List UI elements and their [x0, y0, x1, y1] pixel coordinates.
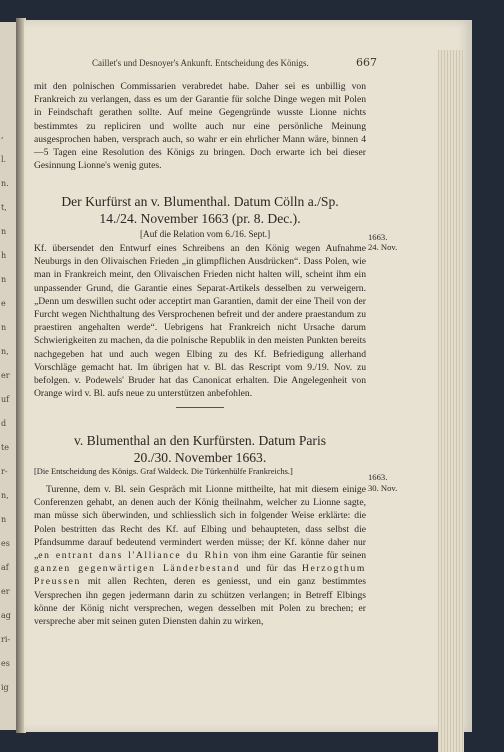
- left-page-fragment: ig: [1, 683, 9, 692]
- left-page-fragment: n.: [1, 179, 9, 188]
- section2-spaced-phrase-1: en entrant dans l'Alliance du Rhin: [38, 550, 230, 562]
- left-page-fragment: n: [1, 515, 7, 524]
- left-page-fragment: n,: [1, 347, 9, 356]
- left-page-fragment: te: [1, 443, 9, 452]
- left-page-fragment: n,: [1, 491, 9, 500]
- left-page-fragment: r-: [1, 467, 8, 476]
- page-edges: [438, 50, 464, 752]
- section1-body: Kf. übersendet den Entwurf eines Schreibens an den König wegen Aufnahme Neuburgs in den Olivaischen Frieden „in glimpflichen Ausdrücken“. Dass Polen, wie man in Frankreich meint, den Olivaischen Frieden nicht halten will, scheint ihm ein unpassender Grund, die Garantie eines Separat-Artikels desselben zu verweigern. „Denn um deswillen sucht oder acceptirt man Garantien, damit der eine Theil von der Furcht wegen Nichthaltung des Versprochenen befreit und der andere praestandum zu praestiren angehalten werde“. Uebrigens hat Frankreich nicht Ursache darum Schwierigkeiten zu machen, da die polnische Republik in den meisten Punkten bereits nachgegeben hat und auch wegen Elbing zu des Kf. Befriedigung allerhand Vorschläge gemacht hat. Im übrigen hat v. Bl. das Rescript vom 9./19. Nov. zu befolgen. v. Podewels' Bruder hat das Canonicat erhalten. Die Angelegenheit von Orange wird v. Bl. aufs neue zu unterstützen anbefohlen.: [34, 243, 366, 400]
- left-page-fragment: er: [1, 371, 10, 380]
- left-page-fragment: er: [1, 587, 10, 596]
- section2-spaced-phrase-3: Herzogthum Preussen: [34, 563, 366, 588]
- section1-note: [Auf die Relation vom 6./16. Sept.]: [140, 229, 271, 239]
- section1-margin-date: 24. Nov.: [368, 242, 398, 252]
- left-page-fragment: uf: [1, 395, 10, 404]
- left-page-fragment: ,: [1, 131, 4, 140]
- running-head: Caillet's und Desnoyer's Ankunft. Entscheidung des Königs.: [92, 58, 309, 68]
- section2-spaced-phrase-2: ganzen gegenwärtigen Länderbestand: [34, 563, 241, 575]
- section2-body-text-4: mit allen Rechten, deren es geniesst, und ein ganz bestimmtes Versprechen ihn gegen jedermann darin zu schützen verlangen; in Betreff Elbings könne der König nicht versprechen, wegen desselben mit Polen zu brechen; er verspreche aber mit seinen guten Diensten dahin zu wirken,: [34, 576, 366, 628]
- left-page-fragment: es: [1, 539, 10, 548]
- left-page-fragment: l.: [1, 155, 7, 164]
- left-page-fragment: ag: [1, 611, 11, 620]
- left-page-fragment: es: [1, 659, 10, 668]
- section1-title-line1: Der Kurfürst an v. Blumenthal. Datum Cölln a./Sp.: [61, 194, 339, 209]
- left-page-fragment: n: [1, 227, 7, 236]
- section1-margin-year: 1663.: [368, 232, 388, 242]
- section2-body-text-3: und für das: [240, 563, 303, 575]
- section2-margin-year: 1663.: [368, 472, 388, 482]
- section2-margin-date: 30. Nov.: [368, 483, 398, 493]
- left-page-fragment: t,: [1, 203, 7, 212]
- left-page-fragment: af: [1, 563, 9, 572]
- left-page-fragment: e: [1, 299, 6, 308]
- section2-note: [Die Entscheidung des Königs. Graf Waldeck. Die Türkenhülfe Frankreichs.]: [34, 467, 293, 476]
- section2-body-text-2: von ihm eine Garantie für seinen: [229, 550, 367, 562]
- section2-body: [34, 483, 366, 628]
- continued-paragraph: mit den polnischen Commissarien verabredet habe. Daher sei es unbillig von Frankreich zu verlangen, dass es um der Garantie für solche Dinge wegen mit Polen in Feindschaft gerathen sollte. Auf meine Gegengründe wusste Lionne nichts bestimmtes zu repliciren und wollte auch nur eine persönliche Meinung ausgesprochen haben, versprach auch, so wahr er ein ehrlicher Mann wäre, binnen 4—5 Tagen eine Resolution des Königs zu bringen. Doch erwarte ich bei dieser Gesinnung Lionne's wenig gutes.: [34, 81, 366, 172]
- left-page-fragment: n: [1, 275, 7, 284]
- section2-title-line1: v. Blumenthal an den Kurfürsten. Datum Paris: [73, 433, 327, 448]
- section-divider: [176, 407, 224, 408]
- left-page-fragment: ri-: [1, 635, 11, 644]
- left-page-fragment: n: [1, 323, 7, 332]
- left-page-fragment: d: [1, 419, 7, 428]
- left-page-fragment: h: [1, 251, 7, 260]
- section2-title-line2: 20./30. November 1663.: [133, 450, 267, 465]
- section2-body-text-1: Turenne, dem v. Bl. sein Gespräch mit Lionne mittheilte, hat mit diesem einige Conferenzen gehabt, an denen auch der König theilnahm, welcher zu Lionne sagte, man müsse sich überwinden, und schliesslich sich in folgender Weise erklärte: die Polen bestritten das Recht des Kf. auf Elbing und behaupteten, dass selbst die Pfandsumme darauf bedeutend vermindert werden müsse; der Kf. könne daher nur „: [34, 484, 366, 562]
- page-number: 667: [356, 56, 377, 69]
- section1-title-line2: 14./24. November 1663 (pr. 8. Dec.).: [99, 211, 301, 226]
